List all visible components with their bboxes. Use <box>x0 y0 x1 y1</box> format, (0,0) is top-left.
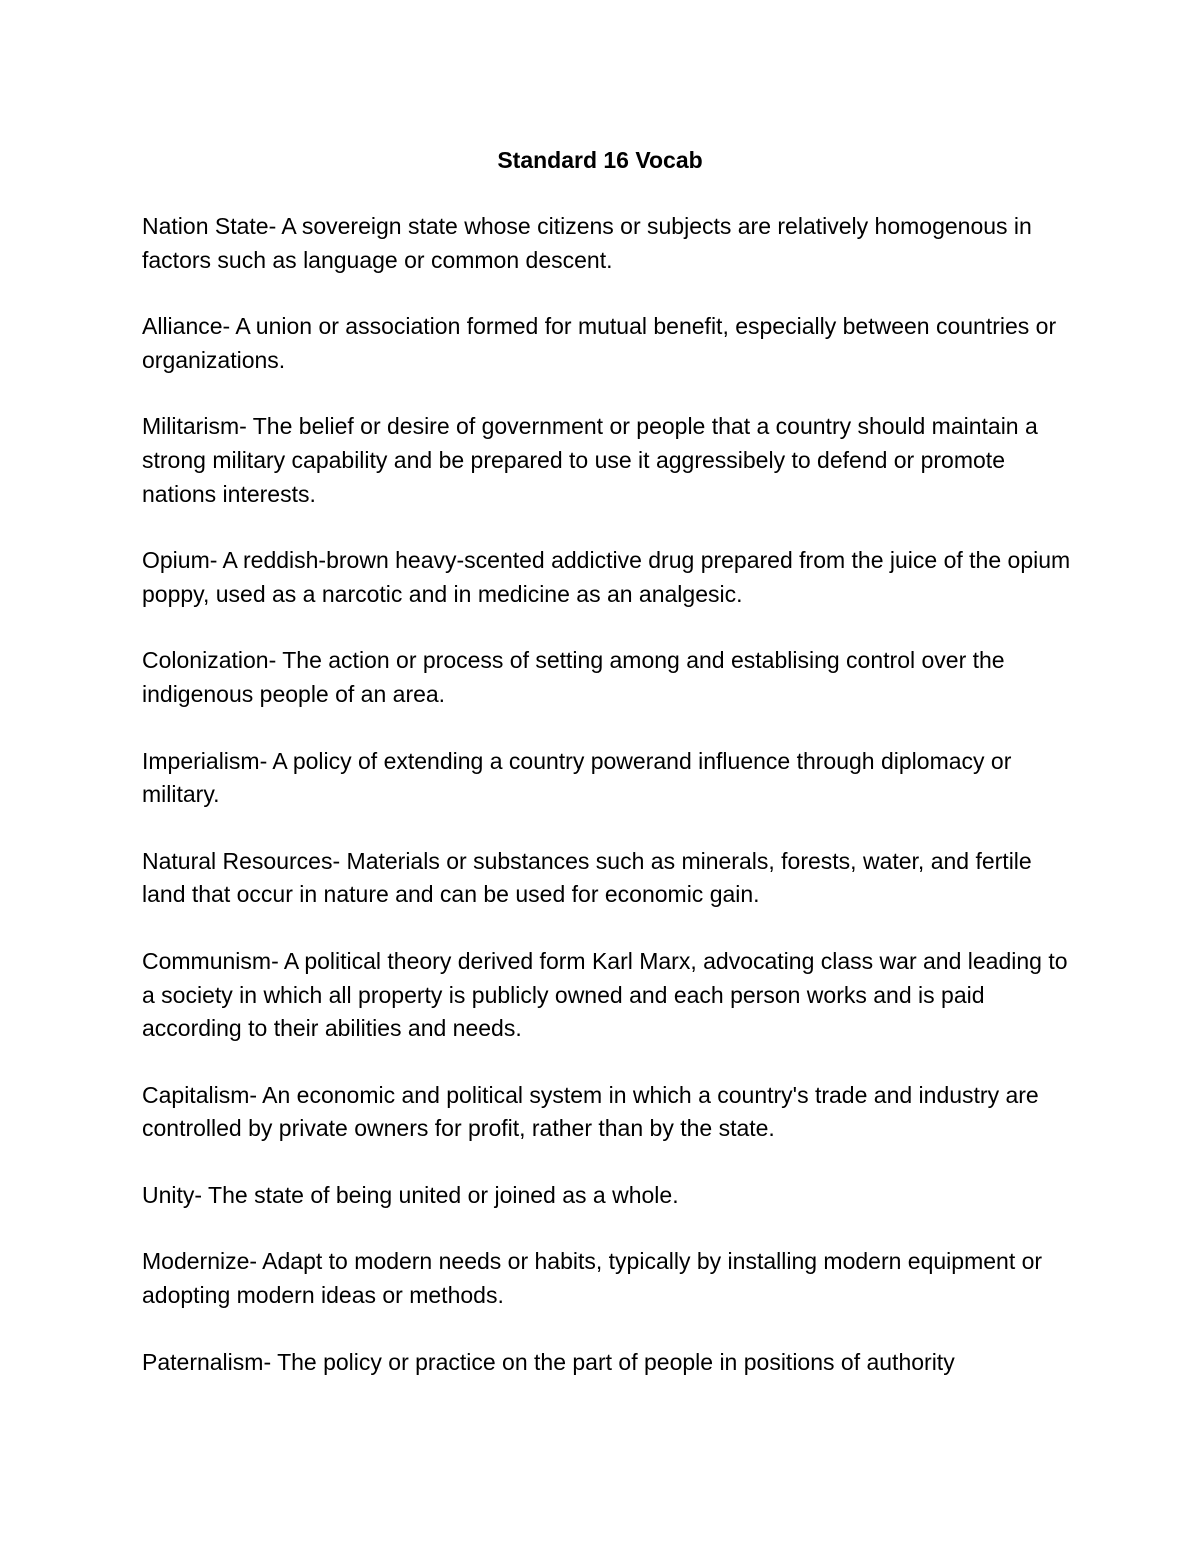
document-title: Standard 16 Vocab <box>497 147 703 173</box>
vocab-definition: An economic and political system in which a country's trade and industry are controlled by private owners for profit, rather than by the state. <box>142 1081 1039 1142</box>
vocab-entry: Modernize- Adapt to modern needs or habits, typically by installing modern equipment or adopting modern ideas or methods. <box>142 1248 1043 1309</box>
vocab-term: Modernize <box>142 1248 250 1275</box>
vocab-entry: Paternalism- The policy or practice on the part of people in positions of authority <box>142 1348 955 1375</box>
vocab-definition: The state of being united or joined as a whole. <box>208 1181 679 1208</box>
vocab-term: Unity <box>142 1181 195 1208</box>
vocab-entry: Alliance- A union or association formed for mutual benefit, especially between countries or organizations. <box>142 313 1057 373</box>
vocab-term: Paternalism <box>142 1348 264 1375</box>
vocab-entry: Imperialism- A policy of extending a country powerand influence through diplomacy or military. <box>142 747 1012 808</box>
vocab-definition: A policy of extending a country powerand influence through diplomacy or military. <box>142 747 1012 808</box>
vocab-definition: The policy or practice on the part of people in positions of authority <box>277 1348 955 1375</box>
vocab-entry: Opium- A reddish-brown heavy-scented addictive drug prepared from the juice of the opium poppy, used as a narcotic and in medicine as an analgesic. <box>142 547 1071 607</box>
vocab-term: Nation State <box>142 213 269 239</box>
vocab-definition: A political theory derived form Karl Marx, advocating class war and leading to a society in which all property is publicly owned and each person works and is paid according to their abilities and needs. <box>142 947 1068 1042</box>
vocab-definition: Materials or substances such as minerals, forests, water, and fertile land that occur in nature and can be used for economic gain. <box>142 847 1032 908</box>
vocab-definition: The action or process of setting among and establising control over the indigenous people of an area. <box>142 647 1005 707</box>
vocab-definition: A sovereign state whose citizens or subjects are relatively homogenous in factors such as language or common descent. <box>142 213 1032 273</box>
vocab-list <box>142 210 1072 1412</box>
vocab-term: Capitalism <box>142 1081 250 1108</box>
vocab-entry: Colonization- The action or process of setting among and establising control over the indigenous people of an area. <box>142 647 1005 707</box>
vocab-term: Militarism <box>142 413 240 440</box>
vocab-definition: Adapt to modern needs or habits, typically by installing modern equipment or adopting modern ideas or methods. <box>142 1248 1043 1309</box>
vocab-entry: Militarism- The belief or desire of government or people that a country should maintain a strong military capability and be prepared to use it aggressibely to defend or promote nations interests. <box>142 413 1038 507</box>
vocab-entry: Capitalism- An economic and political system in which a country's trade and industry are controlled by private owners for profit, rather than by the state. <box>142 1081 1039 1142</box>
vocab-term: Opium <box>142 547 210 574</box>
vocab-term: Communism <box>142 947 272 974</box>
vocab-term: Alliance <box>142 313 223 340</box>
vocab-definition: A union or association formed for mutual benefit, especially between countries or organizations. <box>142 313 1057 373</box>
vocab-entry: Communism- A political theory derived form Karl Marx, advocating class war and leading to a society in which all property is publicly owned and each person works and is paid according to their abilities and needs. <box>142 947 1068 1042</box>
vocab-definition: A reddish-brown heavy-scented addictive drug prepared from the juice of the opium poppy, used as a narcotic and in medicine as an analgesic. <box>142 547 1071 607</box>
vocab-term: Colonization <box>142 647 269 674</box>
vocab-entry: Natural Resources- Materials or substances such as minerals, forests, water, and fertile land that occur in nature and can be used for economic gain. <box>142 847 1032 908</box>
vocab-entry: Unity- The state of being united or joined as a whole. <box>142 1181 679 1208</box>
vocab-entry: Nation State- A sovereign state whose citizens or subjects are relatively homogenous in factors such as language or common descent. <box>142 213 1032 273</box>
vocab-definition: The belief or desire of government or people that a country should maintain a strong military capability and be prepared to use it aggressibely to defend or promote nations interests. <box>142 413 1038 507</box>
vocab-term: Imperialism <box>142 747 260 774</box>
vocab-term: Natural Resources <box>142 847 333 874</box>
